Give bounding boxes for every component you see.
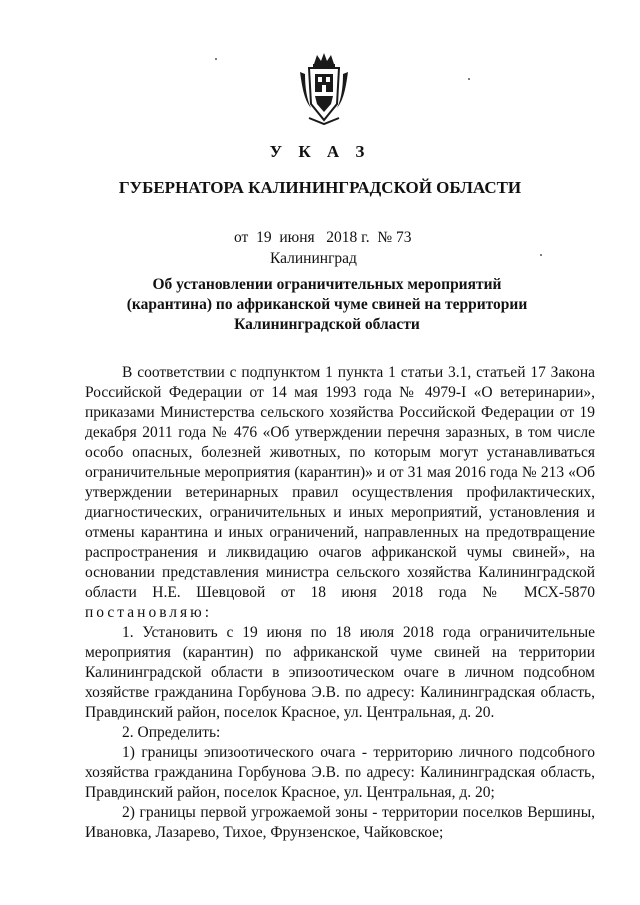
item-2-2-paragraph: 2) границы первой угрожаемой зоны - территории поселков Вершины, Ивановка, Лазарево, Тихое, Фрунзенское, Чайковское; xyxy=(85,804,595,841)
scan-speck xyxy=(540,254,542,256)
decree-body xyxy=(85,363,595,843)
date-year: 2018 г. xyxy=(326,229,370,246)
scan-speck xyxy=(215,58,217,60)
preamble-text: В соответствии с подпунктом 1 пункта 1 статьи 3.1, статьей 17 Закона Российской Федерации от 14 мая 1993 года № 4979-I «О ветеринарии», приказами Министерства сельского хозяйства Российской Федерации от 19 декабря 2011 года № 476 «Об утверждении перечня заразных, в том числе особо опасных, болезней животных, по которым могут устанавливаться ограничительные мероприятия (карантин)» и от 31 мая 2016 года № 213 «Об утверждении ветеринарных правил осуществления профилактических, диагностических, ограничительных и иных мероприятий, установления и отмены карантина и иных ограничений, направленных на предотвращение распространения и ликвидацию очагов африканской чумы свиней», на основании представления министра сельского хозяйства Калининградской области Н.Е. Шевцовой от 18 июня 2018 года № МСХ-5870 xyxy=(85,364,595,601)
decree-number: 73 xyxy=(396,229,412,246)
decree-subject: Об установлении ограничительных мероприятий (карантина) по африканской чуме свиней на территории Калининградской области xyxy=(126,276,528,333)
coat-of-arms-emblem xyxy=(297,52,351,128)
item-1-paragraph: 1. Установить с 19 июня по 18 июля 2018 года ограничительные мероприятия (карантин) по африканской чуме свиней на территории Калининградской области в эпизоотическом очаге в личном подсобном хозяйстве гражданина Горбунова Э.В. по адресу: Калининградская область, Правдинский район, поселок Красное, ул. Центральная, д. 20. xyxy=(85,624,595,721)
date-number-line xyxy=(234,229,412,247)
number-label: № xyxy=(377,229,393,246)
date-day: 19 xyxy=(256,229,272,246)
city: Калининград xyxy=(270,250,357,267)
date-prefix: от xyxy=(234,229,249,246)
decree-title: У К А З xyxy=(269,142,371,161)
issuing-authority: ГУБЕРНАТОРА КАЛИНИНГРАДСКОЙ ОБЛАСТИ xyxy=(118,178,522,197)
scan-speck xyxy=(468,78,470,80)
date-month: июня xyxy=(279,229,315,246)
item-2-paragraph: 2. Определить: xyxy=(122,724,221,741)
preamble-paragraph xyxy=(85,363,595,623)
item-2-1-paragraph: 1) границы эпизоотического очага - территорию личного подсобного хозяйства гражданина Горбунова Э.В. по адресу: Калининградская область, Правдинский район, поселок Красное, ул. Центральная, д. 20; xyxy=(85,744,595,801)
resolve-word: постановляю: xyxy=(85,604,213,621)
